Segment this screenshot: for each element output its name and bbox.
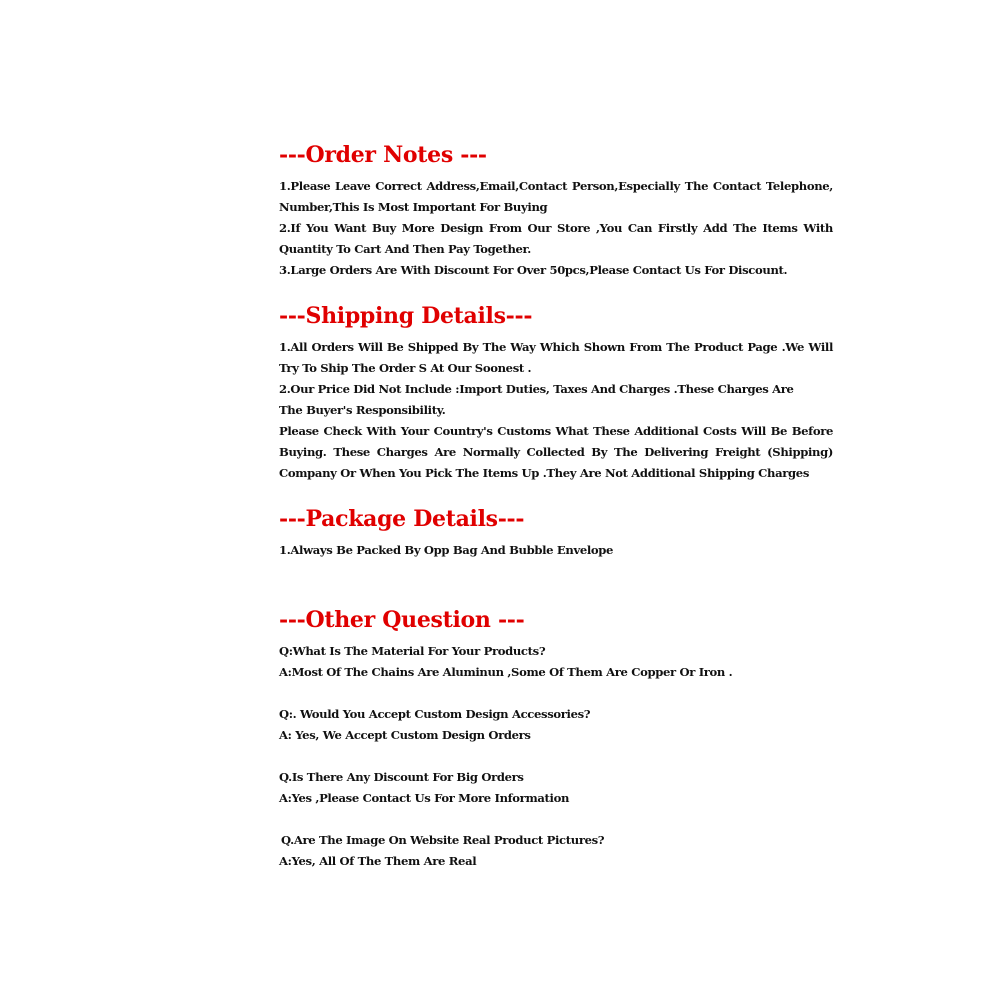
answer-text: A:Most Of The Chains Are Aluminun ,Some Of Them Are Copper Or Iron . bbox=[279, 665, 733, 679]
order-notes-title: ---Order Notes --- bbox=[279, 142, 487, 168]
shipping-detail-item: The Buyer's Responsibility. bbox=[279, 403, 446, 417]
shipping-detail-item: 1.All Orders Will Be Shipped By The Way Which Shown From The Product Page .We Will Try To Ship The Order S At Our Soonest . bbox=[279, 340, 833, 375]
other-question-section bbox=[279, 605, 833, 872]
question-text: Q:. Would You Accept Custom Design Accessories? bbox=[279, 707, 591, 721]
package-detail-item: 1.Always Be Packed By Opp Bag And Bubble Envelope bbox=[279, 543, 614, 557]
question-text: Q.Are The Image On Website Real Product Pictures? bbox=[281, 833, 605, 847]
order-note-item: 3.Large Orders Are With Discount For Over 50pcs,Please Contact Us For Discount. bbox=[279, 263, 788, 277]
question-text: Q.Is There Any Discount For Big Orders bbox=[279, 770, 524, 784]
other-question-title: ---Other Question --- bbox=[279, 607, 525, 633]
order-note-item: 2.If You Want Buy More Design From Our Store ,You Can Firstly Add The Items With Quantity To Cart And Then Pay Together. bbox=[279, 221, 833, 256]
question-text: Q:What Is The Material For Your Products? bbox=[279, 644, 546, 658]
package-details-section bbox=[279, 504, 833, 561]
shipping-details-section bbox=[279, 301, 833, 484]
answer-text: A:Yes ,Please Contact Us For More Information bbox=[279, 791, 570, 805]
shipping-details-title: ---Shipping Details--- bbox=[279, 303, 533, 329]
answer-text: A:Yes, All Of The Them Are Real bbox=[279, 854, 477, 868]
order-note-item: 1.Please Leave Correct Address,Email,Contact Person,Especially The Contact Telephone, Number,This Is Most Important For Buying bbox=[279, 179, 833, 214]
shipping-detail-item: 2.Our Price Did Not Include :Import Duties, Taxes And Charges .These Charges Are bbox=[279, 382, 794, 396]
answer-text: A: Yes, We Accept Custom Design Orders bbox=[279, 728, 531, 742]
product-notes-document bbox=[279, 140, 833, 872]
shipping-detail-item: Please Check With Your Country's Customs What These Additional Costs Will Be Before Buying. These Charges Are Normally Collected By The Delivering Freight (Shipping) Company Or When You Pick The Items Up .They Are Not Additional Shipping Charges bbox=[279, 424, 833, 480]
package-details-title: ---Package Details--- bbox=[279, 506, 525, 532]
order-notes-section bbox=[279, 140, 833, 281]
